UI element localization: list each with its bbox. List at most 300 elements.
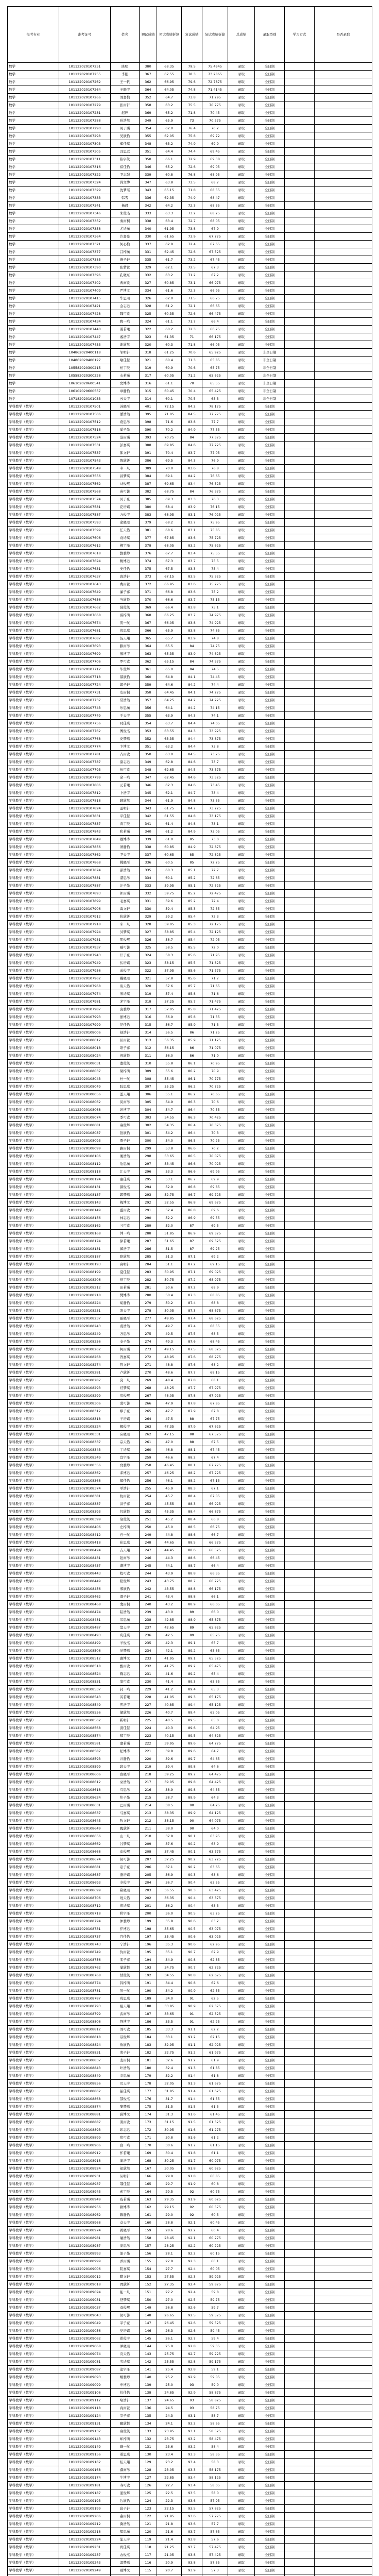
table-cell xyxy=(315,426,372,434)
table-cell: 69.375 xyxy=(202,1230,228,1238)
table-cell: 32.4 xyxy=(157,2064,182,2072)
table-cell: 375 xyxy=(140,565,157,573)
table-cell: 63.425 xyxy=(202,1887,228,1894)
table-cell: 全日制 xyxy=(255,1693,285,1701)
table-cell: 65.65 xyxy=(202,1647,228,1655)
table-cell: 332 xyxy=(140,890,157,897)
table-cell: 29.5 xyxy=(157,2188,182,2196)
table-cell: 47.15 xyxy=(157,1431,182,1438)
table-cell xyxy=(315,1477,372,1485)
table-cell: 25.2 xyxy=(157,2374,182,2381)
table-cell: 66.175 xyxy=(202,333,228,341)
table-cell: 全日制 xyxy=(255,967,285,975)
table-cell: 101122020107656 xyxy=(59,596,111,604)
table-cell: 32.05 xyxy=(157,2080,182,2088)
table-cell: 388 xyxy=(140,442,157,449)
table-cell xyxy=(285,472,315,480)
table-cell: 58.525 xyxy=(202,2428,228,2435)
table-cell: 92.3 xyxy=(182,2273,202,2281)
table-cell: 101122020108756 xyxy=(59,1956,111,1964)
table-cell: 84.8 xyxy=(182,797,202,805)
table-cell: 录取 xyxy=(228,1083,255,1091)
table-cell xyxy=(315,836,372,843)
table-cell: 录取 xyxy=(228,1778,255,1786)
table-row xyxy=(8,1423,372,1431)
table-cell: 录取 xyxy=(228,2180,255,2188)
table-cell: 潘浩然 xyxy=(111,411,140,418)
table-cell: 71.95 xyxy=(202,952,228,959)
table-cell: 学科教学（数学） xyxy=(8,2119,59,2126)
table-cell: 董俊凯 xyxy=(111,1060,140,1067)
table-cell: 录取 xyxy=(228,1724,255,1732)
table-cell: 双俊熙 xyxy=(111,2304,140,2312)
table-cell: 93.3 xyxy=(182,2466,202,2474)
table-cell: 101122020109124 xyxy=(59,2412,111,2420)
table-cell xyxy=(285,2049,315,2057)
table-row xyxy=(8,1276,372,1284)
table-cell: 全日制 xyxy=(255,465,285,472)
table-cell xyxy=(315,1871,372,1879)
table-cell: 74.85 xyxy=(202,627,228,635)
table-cell: 101122020108224 xyxy=(59,1299,111,1307)
table-cell: 93.6 xyxy=(182,2520,202,2528)
table-cell: 101122020109118 xyxy=(59,2404,111,2412)
table-cell: 101122020107346 xyxy=(59,210,111,217)
table-cell: 全日制 xyxy=(255,1539,285,1547)
table-cell: 21.25 xyxy=(157,2544,182,2551)
table-cell: 57.3 xyxy=(202,2567,228,2574)
table-cell: 38.7 xyxy=(157,1794,182,1802)
table-cell: 193 xyxy=(140,1964,157,1972)
table-row xyxy=(8,596,372,604)
table-row xyxy=(8,2381,372,2389)
table-cell xyxy=(285,465,315,472)
table-cell: 学科教学（数学） xyxy=(8,2111,59,2119)
table-row xyxy=(8,2119,372,2126)
table-cell: 61.95 xyxy=(157,225,182,233)
table-cell: 178 xyxy=(140,2080,157,2088)
table-cell: 全日制 xyxy=(255,1199,285,1207)
table-cell: 学科教学（数学） xyxy=(8,704,59,712)
table-cell xyxy=(315,1570,372,1578)
table-cell xyxy=(315,403,372,411)
table-cell: 101122020108749 xyxy=(59,1948,111,1956)
table-cell: 85.4 xyxy=(182,936,202,944)
table-cell xyxy=(315,859,372,867)
table-cell xyxy=(315,843,372,851)
table-cell: 全日制 xyxy=(255,2358,285,2366)
table-cell: 数学 xyxy=(8,171,59,179)
table-cell: 274 xyxy=(140,1338,157,1346)
table-cell: 贺一航 xyxy=(111,619,140,627)
table-cell: 83.6 xyxy=(182,465,202,472)
table-cell: 录取 xyxy=(228,1091,255,1098)
table-cell: 73.45 xyxy=(202,782,228,789)
table-cell: 非全日制 xyxy=(255,357,285,364)
table-cell: 101122020107899 xyxy=(59,897,111,905)
table-cell: 72.525 xyxy=(202,882,228,890)
table-cell: 101122020108474 xyxy=(59,1608,111,1616)
table-cell xyxy=(315,2165,372,2173)
table-cell: 66.05 xyxy=(157,619,182,627)
table-cell: 91 xyxy=(182,2018,202,2026)
table-cell: 72.4 xyxy=(202,897,228,905)
table-cell xyxy=(315,1122,372,1129)
table-cell xyxy=(315,225,372,233)
table-cell: 101122020107587 xyxy=(59,511,111,519)
table-cell xyxy=(285,2258,315,2265)
table-cell: 录取 xyxy=(228,1987,255,1995)
table-cell: 64.425 xyxy=(202,1778,228,1786)
table-cell: 58.7 xyxy=(157,936,182,944)
table-row xyxy=(8,766,372,774)
table-cell: 66.175 xyxy=(202,1585,228,1593)
table-cell: 284 xyxy=(140,1261,157,1268)
admission-table xyxy=(7,6,372,2576)
table-cell xyxy=(315,1578,372,1585)
table-cell: 数学 xyxy=(8,302,59,310)
table-cell: 338 xyxy=(140,843,157,851)
table-cell: 录取 xyxy=(228,2528,255,2536)
table-cell: 101122020108531 xyxy=(59,1678,111,1686)
table-cell xyxy=(315,1222,372,1230)
table-cell: 学科教学（数学） xyxy=(8,1863,59,1871)
table-cell: 60.45 xyxy=(157,387,182,395)
table-cell: 41.95 xyxy=(157,1655,182,1663)
table-cell xyxy=(315,1006,372,1013)
table-cell: 353 xyxy=(140,727,157,735)
table-cell: 录取 xyxy=(228,743,255,751)
table-cell: 全日制 xyxy=(255,2544,285,2551)
table-cell: 录取 xyxy=(228,1578,255,1585)
table-cell: 69.65 xyxy=(157,480,182,488)
table-cell: 闻可馨 xyxy=(111,2312,140,2319)
table-cell: 61.65 xyxy=(157,233,182,241)
table-cell: 70.55 xyxy=(202,1106,228,1114)
table-cell xyxy=(315,1616,372,1624)
table-cell: 257 xyxy=(140,1469,157,1477)
table-cell: 学科教学（数学） xyxy=(8,2157,59,2165)
table-cell: 170 xyxy=(140,2142,157,2149)
table-cell: 101122020108681 xyxy=(59,1863,111,1871)
table-cell: 全日制 xyxy=(255,2072,285,2080)
table-cell: 数学 xyxy=(8,187,59,194)
table-cell: 学科教学（数学） xyxy=(8,1871,59,1879)
table-cell: 詹欣怡 xyxy=(111,2041,140,2049)
table-cell: 101122020108124 xyxy=(59,1176,111,1183)
table-cell: 录取 xyxy=(228,967,255,975)
table-cell: 干语嫣 xyxy=(111,1415,140,1423)
table-cell: 录取 xyxy=(228,836,255,843)
table-cell: 录取 xyxy=(228,2088,255,2095)
table-cell: 212 xyxy=(140,1817,157,1825)
table-cell xyxy=(285,1562,315,1570)
table-cell xyxy=(315,1469,372,1477)
table-cell: 学科教学（数学） xyxy=(8,967,59,975)
table-cell: 59.4 xyxy=(157,905,182,913)
table-cell: 104862020400118 xyxy=(59,349,111,357)
table-cell: 66.95 xyxy=(202,287,228,295)
table-cell: 22.5 xyxy=(157,2489,182,2497)
table-cell: 全日制 xyxy=(255,751,285,758)
table-cell xyxy=(315,2428,372,2435)
table-cell: 72.3 xyxy=(182,202,202,210)
table-cell: 录取 xyxy=(228,1261,255,1268)
table-cell: 91.4 xyxy=(182,2088,202,2095)
table-cell: 101122020107687 xyxy=(59,635,111,642)
table-cell: 70.775 xyxy=(202,1075,228,1083)
table-cell: 43.55 xyxy=(157,1585,182,1593)
table-cell: 196 xyxy=(140,1941,157,1948)
table-cell xyxy=(315,1670,372,1678)
table-cell: 101122020107768 xyxy=(59,735,111,743)
table-cell: 101122020107743 xyxy=(59,704,111,712)
table-cell: 学科教学（数学） xyxy=(8,2482,59,2489)
table-cell: 101122020109212 xyxy=(59,2520,111,2528)
table-cell: 64.2 xyxy=(157,202,182,210)
table-cell: 30.25 xyxy=(157,2157,182,2165)
table-cell: 车俊熙 xyxy=(111,1848,140,1856)
table-cell: 23.75 xyxy=(157,2435,182,2443)
table-cell: 62.325 xyxy=(202,2010,228,2018)
table-cell: 滑子轩 xyxy=(111,1593,140,1601)
table-row xyxy=(8,828,372,836)
table-cell: 67.85 xyxy=(157,534,182,542)
table-cell xyxy=(315,295,372,302)
table-cell: 湛思彤 xyxy=(111,874,140,882)
table-row xyxy=(8,1284,372,1292)
table-row xyxy=(8,1786,372,1794)
table-cell: 任天佑 xyxy=(111,527,140,534)
table-cell: 64.05 xyxy=(157,86,182,94)
table-cell: 学科教学（数学） xyxy=(8,581,59,588)
table-cell: 83.9 xyxy=(182,635,202,642)
table-row xyxy=(8,1006,372,1013)
table-cell: 101122020108256 xyxy=(59,1338,111,1346)
table-cell: 66.45 xyxy=(202,1554,228,1562)
table-cell: 全日制 xyxy=(255,1299,285,1307)
table-cell: 全日制 xyxy=(255,1802,285,1809)
table-row xyxy=(8,2358,372,2366)
table-row xyxy=(8,2250,372,2258)
table-cell: 101122020107440 xyxy=(59,326,111,333)
table-cell xyxy=(285,805,315,812)
table-cell: 107182020101033 xyxy=(59,395,111,403)
table-cell: 68.95 xyxy=(202,171,228,179)
table-cell: 366 xyxy=(140,627,157,635)
table-cell: 学科教学（数学） xyxy=(8,2265,59,2273)
table-cell: 学科教学（数学） xyxy=(8,982,59,990)
table-cell: 76.3 xyxy=(202,496,228,503)
table-cell: 录取 xyxy=(228,797,255,805)
table-cell xyxy=(285,1817,315,1825)
table-cell: 录取 xyxy=(228,2227,255,2234)
table-cell: 43.2 xyxy=(157,1601,182,1608)
table-cell: 64.7 xyxy=(202,1748,228,1755)
table-cell: 275 xyxy=(140,1330,157,1338)
table-cell: 33.85 xyxy=(157,2003,182,2010)
table-cell: 60.75 xyxy=(202,2188,228,2196)
table-cell: 69.15 xyxy=(202,1261,228,1268)
table-cell: 101122020108512 xyxy=(59,1655,111,1663)
table-cell: 101122020107781 xyxy=(59,751,111,758)
table-cell xyxy=(285,1299,315,1307)
table-cell xyxy=(315,1647,372,1655)
table-cell: 35.1 xyxy=(157,1948,182,1956)
table-cell: 391 xyxy=(140,449,157,457)
table-cell: 88.2 xyxy=(182,1454,202,1462)
table-cell xyxy=(285,63,315,71)
table-cell xyxy=(315,812,372,820)
table-cell: 学科教学（数学） xyxy=(8,2459,59,2466)
table-cell: 录取 xyxy=(228,1284,255,1292)
table-cell: 101122020109149 xyxy=(59,2443,111,2451)
table-cell: 86.4 xyxy=(182,1106,202,1114)
table-cell: 72.7 xyxy=(202,867,228,874)
table-cell: 学科教学（数学） xyxy=(8,2242,59,2250)
table-row xyxy=(8,2149,372,2157)
table-cell: 录取 xyxy=(228,1493,255,1500)
table-cell: 101122020108462 xyxy=(59,1593,111,1601)
table-cell: 全日制 xyxy=(255,2064,285,2072)
table-cell: 326 xyxy=(140,295,157,302)
table-cell: 104862020400127 xyxy=(59,357,111,364)
table-cell xyxy=(285,1786,315,1794)
table-cell: 101122020108699 xyxy=(59,1887,111,1894)
table-cell xyxy=(315,442,372,449)
table-row xyxy=(8,1925,372,1933)
table-cell: 315 xyxy=(140,387,157,395)
table-cell: 28.8 xyxy=(157,2219,182,2227)
table-cell: 21.8 xyxy=(157,2520,182,2528)
table-row xyxy=(8,2404,372,2412)
table-cell: 学科教学（数学） xyxy=(8,2544,59,2551)
table-cell: 324 xyxy=(140,318,157,326)
table-cell: 全日制 xyxy=(255,1840,285,1848)
table-cell: 全日制 xyxy=(255,1523,285,1531)
table-cell: 101122020108387 xyxy=(59,1500,111,1508)
table-cell: 101122020107718 xyxy=(59,673,111,681)
table-cell: 101122020108443 xyxy=(59,1570,111,1578)
table-cell: 学科教学（数学） xyxy=(8,1361,59,1369)
table-cell: 苍梦琪 xyxy=(111,2296,140,2304)
table-cell xyxy=(315,1848,372,1856)
table-cell: 桑思琪 xyxy=(111,2451,140,2459)
table-cell xyxy=(315,2335,372,2343)
table-row xyxy=(8,727,372,735)
table-cell: 75.1 xyxy=(202,604,228,612)
table-cell: 297 xyxy=(140,1160,157,1168)
table-cell xyxy=(315,1052,372,1060)
table-cell: 44.65 xyxy=(157,1539,182,1547)
table-cell: 录取 xyxy=(228,1918,255,1925)
table-cell: 51.3 xyxy=(157,1253,182,1261)
table-cell: 60.4 xyxy=(157,357,182,364)
table-cell: 87.9 xyxy=(182,1408,202,1415)
table-cell xyxy=(285,642,315,650)
table-cell: 幸思涵 xyxy=(111,2072,140,2080)
table-cell xyxy=(285,1408,315,1415)
table-cell: 67.65 xyxy=(202,241,228,248)
table-cell: 66.475 xyxy=(202,310,228,318)
table-cell: 全日制 xyxy=(255,1663,285,1670)
table-cell: 62.3 xyxy=(157,782,182,789)
table-row xyxy=(8,117,372,125)
table-cell: 45.0 xyxy=(157,1523,182,1531)
table-cell: 学科教学（数学） xyxy=(8,411,59,418)
table-cell: 84 xyxy=(182,666,202,673)
table-cell: 87.6 xyxy=(182,1338,202,1346)
table-cell: 毛嘉琪 xyxy=(111,897,140,905)
table-cell: 录取 xyxy=(228,2188,255,2196)
table-row xyxy=(8,1238,372,1245)
table-cell: 144 xyxy=(140,2343,157,2350)
table-cell: 录取 xyxy=(228,2018,255,2026)
table-cell: 20.9 xyxy=(157,2559,182,2567)
table-cell: 25.0 xyxy=(157,2381,182,2389)
table-cell: 67.3 xyxy=(157,557,182,565)
table-cell xyxy=(285,2389,315,2397)
table-cell: 101122020107818 xyxy=(59,797,111,805)
table-cell: 68.45 xyxy=(202,1338,228,1346)
table-cell: 数学 xyxy=(8,272,59,279)
table-cell: 翁天宇 xyxy=(111,1624,140,1632)
table-cell: 全日制 xyxy=(255,140,285,148)
table-cell xyxy=(315,1060,372,1067)
table-cell xyxy=(315,2289,372,2296)
table-cell: 松博涛 xyxy=(111,1748,140,1755)
table-cell xyxy=(285,349,315,357)
table-cell: 录取 xyxy=(228,1191,255,1199)
table-cell: 269 xyxy=(140,1377,157,1384)
table-cell: 学科教学（数学） xyxy=(8,689,59,697)
table-cell xyxy=(285,735,315,743)
table-cell: 录取 xyxy=(228,2204,255,2211)
table-cell: 77.775 xyxy=(202,411,228,418)
table-cell: 33.3 xyxy=(157,2026,182,2033)
table-cell: 全日制 xyxy=(255,1446,285,1454)
table-cell: 录取 xyxy=(228,782,255,789)
table-cell: 326 xyxy=(140,936,157,944)
table-cell xyxy=(285,2227,315,2234)
table-row xyxy=(8,187,372,194)
table-cell: 84 xyxy=(182,488,202,496)
table-cell: 342 xyxy=(140,202,157,210)
table-cell: 韶佳琪 xyxy=(111,2088,140,2095)
table-row xyxy=(8,2026,372,2033)
table-cell: 92.2 xyxy=(182,2250,202,2258)
table-cell: 全日制 xyxy=(255,1979,285,1987)
table-cell: 86.7 xyxy=(182,1176,202,1183)
table-cell: 213 xyxy=(140,1809,157,1817)
table-cell: 学科教学（数学） xyxy=(8,2366,59,2374)
table-cell: 271 xyxy=(140,1361,157,1369)
table-cell xyxy=(315,2482,372,2489)
table-cell: 101122020107893 xyxy=(59,890,111,897)
table-cell: 101122020109087 xyxy=(59,2366,111,2374)
table-cell: 101122020107699 xyxy=(59,650,111,658)
table-cell: 55.8 xyxy=(157,1060,182,1067)
table-cell: 於梦瑶 xyxy=(111,1647,140,1655)
table-cell: 238 xyxy=(140,1616,157,1624)
table-cell: 101122020107518 xyxy=(59,426,111,434)
table-cell: 学科教学（数学） xyxy=(8,2335,59,2343)
table-cell: 学科教学（数学） xyxy=(8,1755,59,1763)
table-cell: 83.7 xyxy=(182,449,202,457)
table-row xyxy=(8,1516,372,1523)
table-cell xyxy=(315,1809,372,1817)
table-cell: 学科教学（数学） xyxy=(8,2420,59,2428)
